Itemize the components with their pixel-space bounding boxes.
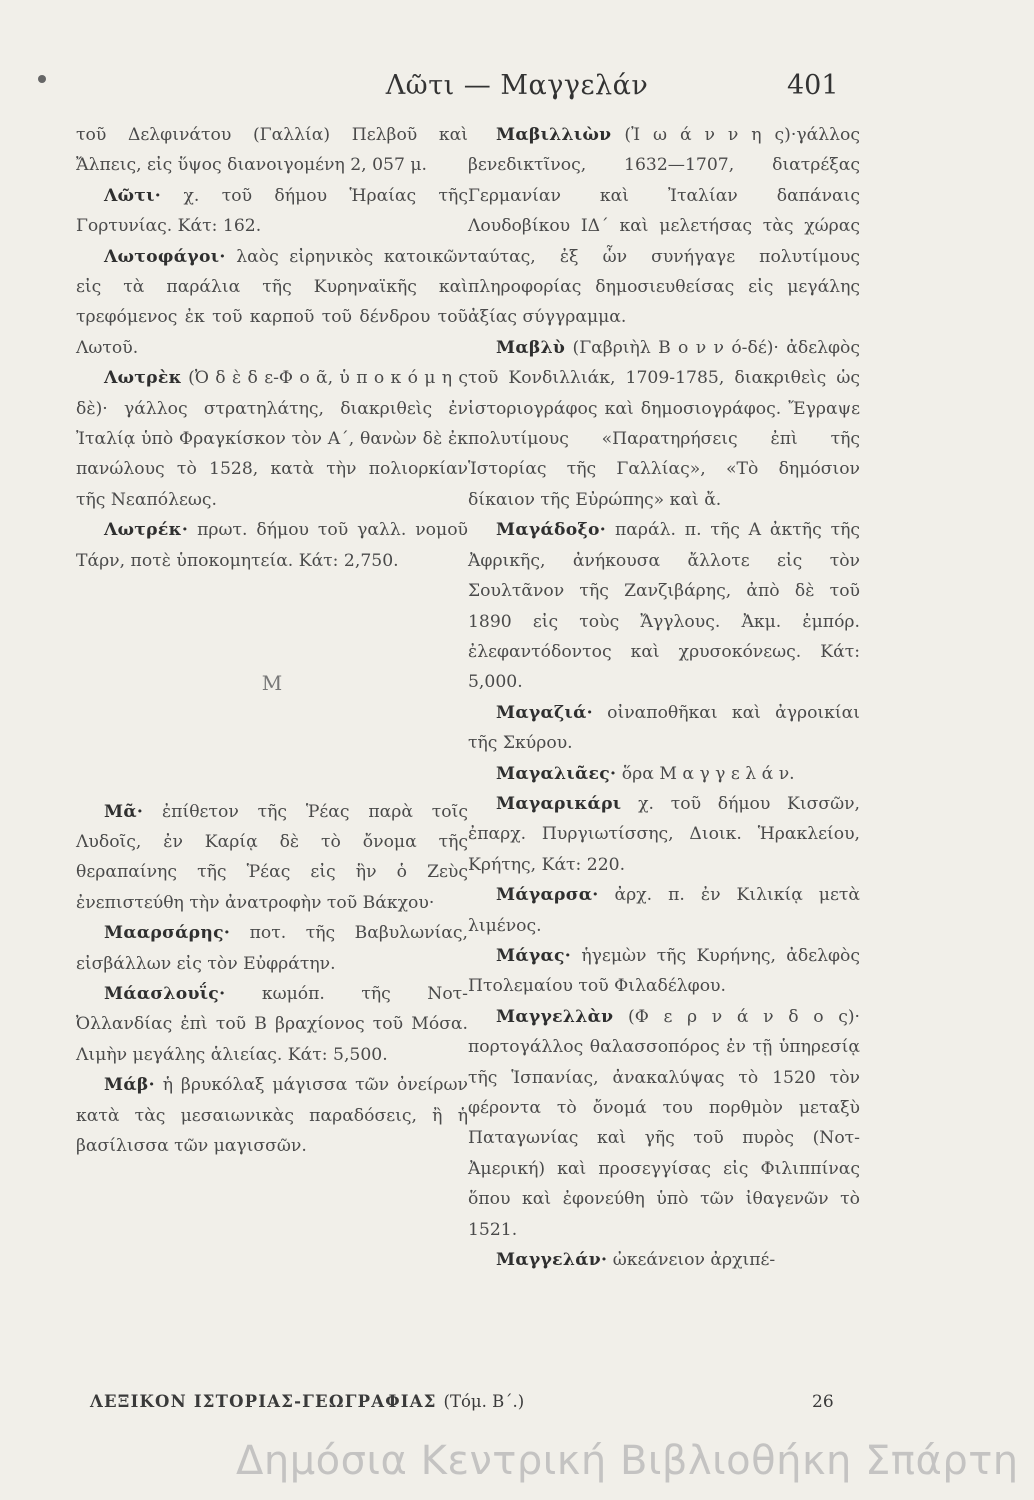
dictionary-entry bbox=[76, 918, 468, 979]
running-header: Λῶτι — Μαγγελάν bbox=[385, 70, 649, 101]
entry-text: κωμόπ. τῆς Νοτ-Ὀλλανδίας ἐπὶ τοῦ Β βραχίονος τοῦ Μόσα. Λιμὴν μεγάλης ἁλιείας. Κάτ: 5,500. bbox=[76, 983, 468, 1065]
dictionary-entry bbox=[468, 789, 860, 880]
right-column bbox=[468, 120, 860, 1275]
entry-term: Μάγας· bbox=[496, 945, 572, 966]
entry-term: Μαβιλλιὼν bbox=[496, 125, 612, 145]
dictionary-entry bbox=[468, 941, 860, 1002]
entry-term: Μᾶ· bbox=[104, 801, 144, 822]
entry-text: ὅρα Μ α γ γ ε λ ά ν. bbox=[621, 763, 795, 784]
footer-title: ΛΕΞΙΚΟΝ ΙΣΤΟΡΙΑΣ-ΓΕΩΓΡΑΦΙΑΣ bbox=[90, 1392, 437, 1411]
entry-term: Μααρσάρης· bbox=[104, 923, 231, 944]
dictionary-entry bbox=[468, 1245, 860, 1275]
entry-term: Μάβ· bbox=[104, 1075, 155, 1096]
dictionary-entry bbox=[76, 1070, 468, 1161]
dictionary-entry bbox=[468, 120, 860, 333]
entry-term: Λωτρὲκ bbox=[104, 368, 182, 389]
dictionary-entry bbox=[76, 242, 468, 364]
dictionary-entry bbox=[468, 759, 860, 789]
entry-text: (Φ ε ρ ν ά ν δ ο ς)· πορτογάλλος θαλασσοπόρος ἐν τῇ ὑπηρεσίᾳ τῆς Ἱσπανίας, ἀνακαλύψας τὸ 1520 τὸν φέροντα τὸ ὄνομά του πορθμὸν μεταξὺ Παταγωνίας καὶ γῆς τοῦ πυρὸς (Νοτ-Ἀμερική) καὶ προσεγγίσας εἰς Φιλιππίνας ὅπου καὶ ἐφονεύθη ὑπὸ τῶν ἰθαγενῶν τὸ 1521. bbox=[468, 1006, 860, 1240]
entry-text: ἡγεμὼν τῆς Κυρήνης, ἀδελφὸς Πτολεμαίου τοῦ Φιλαδέλφου. bbox=[468, 945, 861, 997]
entry-text: (Ἰ ω ά ν ν η ς)·γάλλος βενεδικτῖνος, 1632—1707, διατρέξας Γερμανίαν καὶ Ἰταλίαν δαπάναις Λουδοβίκου ΙΔ΄ καὶ μελετήσας τὰς χώρας ταύτας, ἐξ ὧν συνήγαγε πολυτίμους πληροφορίας δημοσιευθείσας εἰς μεγάλης ἀξίας σύγγραμμα. bbox=[468, 125, 860, 328]
entry-text: λαὸς εἰρηνικὸς κατοικῶν εἰς τὰ παράλια τῆς Κυρηναϊκῆς καὶ τρεφόμενος ἐκ τοῦ καρποῦ τοῦ δένδρου τοῦ Λωτοῦ. bbox=[76, 246, 469, 358]
entry-text: χ. τοῦ δήμου Κισσῶν, ἐπαρχ. Πυργιωτίσσης, Διοικ. Ἡρακλείου, Κρήτης, Κάτ: 220. bbox=[468, 793, 860, 875]
page-number: 401 bbox=[787, 70, 839, 101]
entry-text: ἡ βρυκόλαξ μάγισσα τῶν ὀνείρων κατὰ τὰς μεσαιωνικὰς παραδόσεις, ἢ ἡ βασίλισσα τῶν μαγισσῶν. bbox=[76, 1075, 468, 1156]
entry-text: ὠκεάνειον ἀρχιπέ- bbox=[612, 1250, 776, 1271]
dictionary-entry bbox=[468, 1002, 860, 1245]
dictionary-entry bbox=[468, 698, 860, 759]
entry-text: τοῦ Δελφινάτου (Γαλλία) Πελβοῦ καὶ Ἄλπεις, εἰς ὕψος διανοιγομένη 2, 057 μ. bbox=[76, 125, 468, 176]
entry-term: Μαγάδοξο· bbox=[496, 520, 607, 541]
entry-text: (Ὀ δ ὲ δ ε-Φ ο ᾶ, ὑ π ο κ ό μ η ς δὲ)· γάλλος στρατηλάτης, διακριθεὶς ἐν Ἰταλίᾳ ὑπὸ Φραγκίσκον τὸν Α΄, θανὼν δὲ ἐκ πανώλους τὸ 1528, κατὰ τὴν πολιορκίαν τῆς Νεαπόλεως. bbox=[76, 368, 469, 510]
entry-text: ἐπίθετον τῆς Ῥέας παρὰ τοῖς Λυδοῖς, ἐν Καρίᾳ δὲ τὸ ὄνομα τῆς θεραπαίνης τῆς Ῥέας εἰς ἣν ὁ Ζεὺς ἐνεπιστεύθη τὴν ἀνατροφὴν τοῦ Βάκχου· bbox=[76, 801, 468, 913]
entry-term: Μαγαζιά· bbox=[496, 702, 593, 723]
entry-term: Μαγγελάν· bbox=[496, 1250, 608, 1271]
dictionary-entry bbox=[76, 181, 468, 242]
entry-text: (Γαβριὴλ Β ο ν ν ό-δέ)· ἀδελφὸς τοῦ Κονδιλλιάκ, 1709-1785, διακριθεὶς ὡς ἱστοριογράφος καὶ δημοσιογράφος. Ἔγραψε πολυτίμους «Παρατηρήσεις ἐπὶ τῆς Ἱστορίας τῆς Γαλλίας», «Τὸ δημόσιον δίκαιον τῆς Εὐρώπης» καὶ ἄ. bbox=[468, 337, 861, 510]
entry-text: ποτ. τῆς Βαβυλωνίας, εἰσβάλλων εἰς τὸν Εὐφράτην. bbox=[76, 923, 468, 974]
dictionary-entry bbox=[76, 515, 468, 576]
entry-text: παράλ. π. τῆς Α ἀκτῆς τῆς Ἀφρικῆς, ἀνήκουσα ἄλλοτε εἰς τὸν Σουλτᾶνον τῆς Ζανζιβάρης, ἀπὸ δὲ τοῦ 1890 εἰς τοὺς Ἄγγλους. Ἀκμ. ἐμπόρ. ἐλεφαντόδοντος καὶ χρυσοκόνεως. Κάτ: 5,000. bbox=[468, 520, 860, 693]
dictionary-entry bbox=[76, 979, 468, 1070]
entry-term: Λωτοφάγοι· bbox=[104, 246, 226, 267]
entry-text: χ. τοῦ δήμου Ἡραίας τῆς Γορτυνίας. Κάτ: 162. bbox=[76, 185, 468, 237]
footer-signature-number: 26 bbox=[812, 1392, 834, 1412]
entry-term: Μαγαλιᾶες· bbox=[496, 763, 617, 784]
section-letter-heading: Μ bbox=[261, 671, 283, 696]
footer-volume: (Τόμ. Β΄.) bbox=[443, 1392, 525, 1411]
entry-term: Λωτρέκ· bbox=[104, 520, 189, 541]
entry-term: Μαβλὺ bbox=[496, 337, 566, 358]
dictionary-entry bbox=[468, 515, 860, 697]
entry-term: Μάγαρσα· bbox=[496, 885, 599, 906]
dictionary-entry bbox=[468, 880, 860, 941]
entry-term: Μαγαρικάρι bbox=[496, 793, 622, 814]
library-watermark: Δημόσια Κεντρική Βιβλιοθήκη Σπάρτη bbox=[236, 1438, 1019, 1484]
entry-text: ἀρχ. π. ἐν Κιλικίᾳ μετὰ λιμένος. bbox=[468, 885, 860, 936]
footer-book-title bbox=[90, 1392, 524, 1411]
entry-term: Λῶτι· bbox=[104, 185, 162, 206]
left-column bbox=[76, 120, 468, 1161]
entry-text: οἰναποθῆκαι καὶ ἀγροικίαι τῆς Σκύρου. bbox=[468, 702, 860, 754]
entry-term: Μαγγελλὰν bbox=[496, 1006, 614, 1027]
dictionary-entry bbox=[76, 120, 468, 181]
entry-text: πρωτ. δήμου τοῦ γαλλ. νομοῦ Τάρν, ποτὲ ὑποκομητεία. Κάτ: 2,750. bbox=[76, 520, 468, 571]
dictionary-entry bbox=[76, 797, 468, 919]
dictionary-entry bbox=[76, 363, 468, 515]
entry-term: Μάασλουΐς· bbox=[104, 983, 226, 1004]
dictionary-entry bbox=[468, 333, 860, 515]
